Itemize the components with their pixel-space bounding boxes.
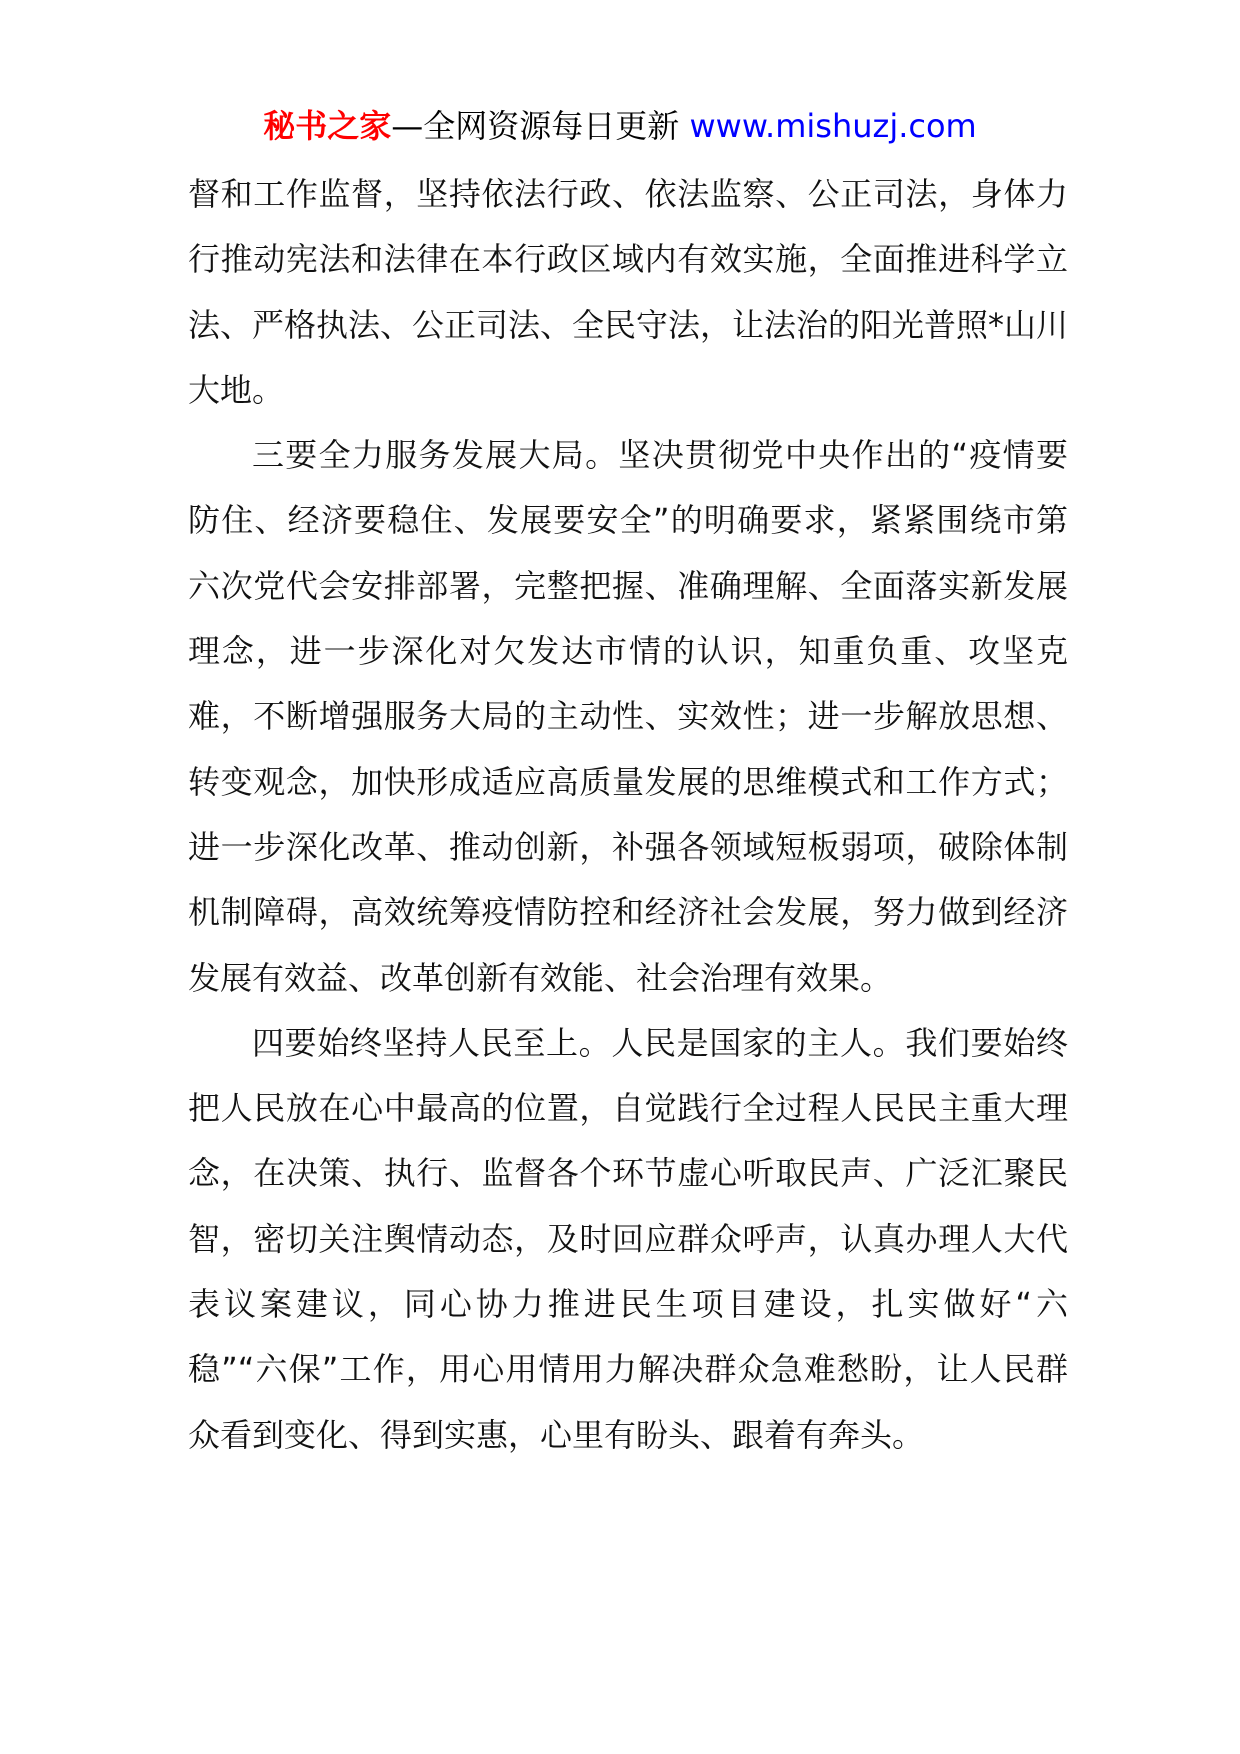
- header-tagline: —全网资源每日更新: [391, 107, 690, 145]
- brand-name: 秘书之家: [263, 107, 392, 145]
- website-link[interactable]: www.mishuzj.com: [689, 107, 977, 145]
- paragraph-people-first: 四要始终坚持人民至上。人民是国家的主人。我们要始终把人民放在心中最高的位置，自觉践行全过程人民民主重大理念，在决策、执行、监督各个环节虚心听取民声、广泛汇聚民智，密切关注舆情动态，及时回应群众呼声，认真办理人大代表议案建议，同心协力推进民生项目建设，扎实做好“六稳”“六保”工作，用心用情用力解决群众急难愁盼，让人民群众看到变化、得到实惠，心里有盼头、跟着有奔头。: [188, 1023, 1068, 1454]
- page-header: [0, 98, 1240, 154]
- paragraph-continued: 督和工作监督，坚持依法行政、依法监察、公正司法，身体力行推动宪法和法律在本行政区域内有效实施，全面推进科学立法、严格执法、公正司法、全民守法，让法治的阳光普照*山川大地。: [188, 175, 1069, 409]
- paragraph-serve-development: 三要全力服务发展大局。坚决贯彻党中央作出的“疫情要防住、经济要稳住、发展要安全”的明确要求，紧紧围绕市第六次党代会安排部署，完整把握、准确理解、全面落实新发展理念，进一步深化对欠发达市情的认识，知重负重、攻坚克难，不断增强服务大局的主动性、实效性；进一步解放思想、转变观念，加快形成适应高质量发展的思维模式和工作方式；进一步深化改革、推动创新，补强各领域短板弱项，破除体制机制障碍，高效统筹疫情防控和经济社会发展，努力做到经济发展有效益、改革创新有效能、社会治理有效果。: [188, 436, 1068, 997]
- document-body: [188, 162, 1068, 1468]
